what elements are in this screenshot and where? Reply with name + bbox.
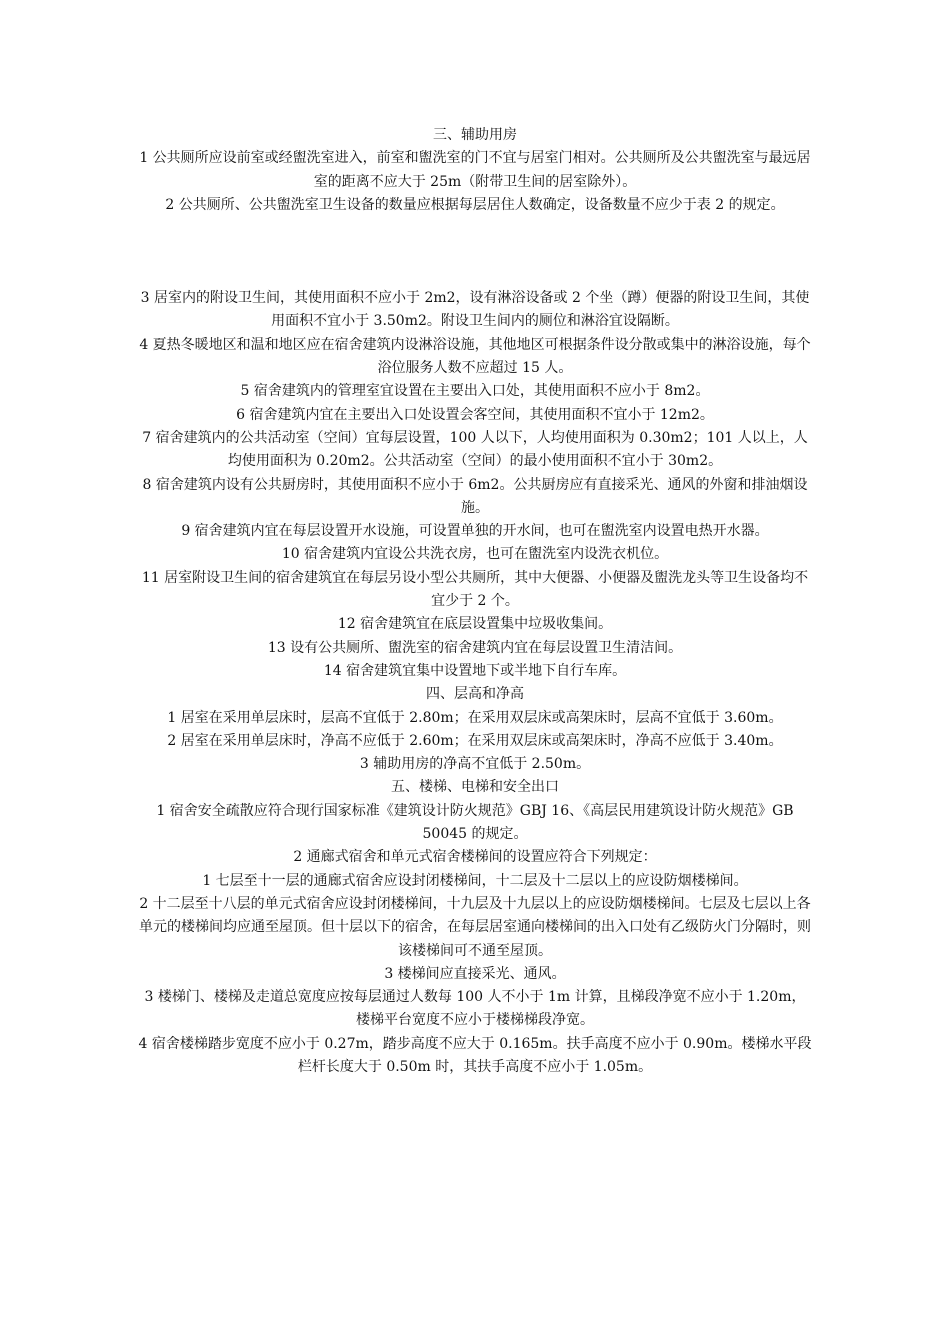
paragraph: 3 楼梯间应直接采光、通风。	[384, 965, 566, 982]
paragraph: 6 宿舍建筑内宜在主要出入口处设置会客空间，其使用面积不宜小于 12m2。	[236, 406, 714, 423]
section-heading-stairs-elevators-exits: 五、楼梯、电梯和安全出口	[391, 779, 559, 796]
paragraph: 2 十二层至十八层的单元式宿舍应设封闭楼梯间，十九层及十九层以上的应设防烟楼梯间。七层及七层以上各单元的楼梯间均应通至屋顶。但十层以下的宿舍，在每层居室通向楼梯间的出入口处有乙级防火门分隔时，则该楼梯间可不通至屋顶。	[139, 895, 811, 959]
section-heading-floor-height: 四、层高和净高	[426, 686, 524, 703]
paragraph: 1 宿舍安全疏散应符合现行国家标准《建筑设计防火规范》GBJ 16、《高层民用建筑设计防火规范》GB 50045 的规定。	[156, 802, 794, 843]
paragraph: 2 公共厕所、公共盥洗室卫生设备的数量应根据每层居住人数确定，设备数量不应少于表 2 的规定。	[165, 196, 785, 213]
paragraph: 3 辅助用房的净高不宜低于 2.50m。	[359, 756, 591, 773]
paragraph: 3 居室内的附设卫生间，其使用面积不应小于 2m2，设有淋浴设备或 2 个坐（蹲）便器的附设卫生间，其使用面积不宜小于 3.50m2。附设卫生间内的厕位和淋浴宜设隔断。	[140, 290, 810, 330]
paragraph: 4 宿舍楼梯踏步宽度不应小于 0.27m，踏步高度不应大于 0.165m。扶手高度不应小于 0.90m。楼梯水平段栏杆长度大于 0.50m 时，其扶手高度不应小于 1.05m。	[138, 1035, 812, 1075]
section-heading-auxiliary-rooms: 三、辅助用房	[433, 127, 517, 143]
paragraph: 1 七层至十一层的通廊式宿舍应设封闭楼梯间，十二层及十二层以上的应设防烟楼梯间。	[202, 872, 748, 889]
paragraph: 14 宿舍建筑宜集中设置地下或半地下自行车库。	[323, 662, 627, 679]
paragraph: 4 夏热冬暖地区和温和地区应在宿舍建筑内设淋浴设施，其他地区可根据条件设分散或集中的淋浴设施，每个浴位服务人数不应超过 15 人。	[139, 336, 811, 377]
paragraph: 10 宿舍建筑内宜设公共洗衣房，也可在盥洗室内设洗衣机位。	[281, 546, 669, 563]
paragraph: 3 楼梯门、楼梯及走道总宽度应按每层通过人数每 100 人不小于 1m 计算，且梯段净宽不应小于 1.20m，楼梯平台宽度不应小于楼梯梯段净宽。	[144, 989, 806, 1029]
paragraph: 8 宿舍建筑内设有公共厨房时，其使用面积不应小于 6m2。公共厨房应有直接采光、通风的外窗和排油烟设施。	[142, 476, 808, 516]
paragraph: 2 通廊式宿舍和单元式宿舍楼梯间的设置应符合下列规定：	[293, 849, 657, 866]
paragraph: 13 设有公共厕所、盥洗室的宿舍建筑内宜在每层设置卫生清洁间。	[267, 639, 683, 656]
paragraph: 5 宿舍建筑内的管理室宜设置在主要出入口处，其使用面积不应小于 8m2。	[240, 383, 710, 400]
paragraph: 11 居室附设卫生间的宿舍建筑宜在每层另设小型公共厕所，其中大便器、小便器及盥洗龙头等卫生设备均不宜少于 2 个。	[141, 569, 809, 610]
paragraph: 2 居室在采用单层床时，净高不应低于 2.60m；在采用双层床或高架床时，净高不应低于 3.40m。	[167, 732, 783, 749]
paragraph: 9 宿舍建筑内宜在每层设置开水设施，可设置单独的开水间，也可在盥洗室内设置电热开水器。	[181, 523, 769, 540]
paragraph: 7 宿舍建筑内的公共活动室（空间）宜每层设置，100 人以下，人均使用面积为 0.30m2；101 人以上，人均使用面积为 0.20m2。公共活动室（空间）的最小使用面积不宜小于 30m2。	[142, 429, 808, 470]
paragraph: 1 公共厕所应设前室或经盥洗室进入，前室和盥洗室的门不宜与居室门相对。公共厕所及公共盥洗室与最远居室的距离不应大于 25m（附带卫生间的居室除外）。	[139, 150, 811, 190]
paragraph: 1 居室在采用单层床时，层高不宜低于 2.80m；在采用双层床或高架床时，层高不宜低于 3.60m。	[167, 709, 783, 726]
paragraph: 12 宿舍建筑宜在底层设置集中垃圾收集间。	[337, 616, 613, 633]
blank-gap	[138, 217, 812, 287]
document-page	[138, 124, 812, 1079]
